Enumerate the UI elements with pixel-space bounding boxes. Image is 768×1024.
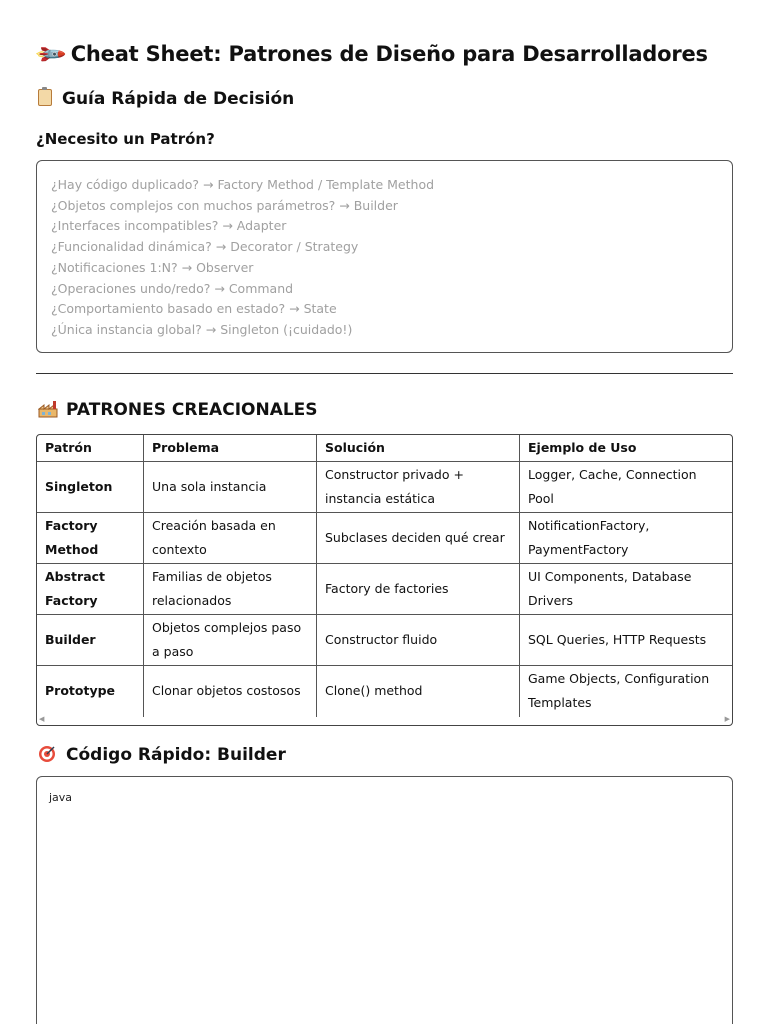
builder-code-block	[36, 776, 733, 1024]
decision-code-block	[36, 160, 733, 353]
decision-line: ¿Objetos complejos con muchos parámetros? → Builder	[51, 197, 398, 213]
table-cell: Factory de factories	[317, 564, 520, 615]
creational-patterns-heading-text: PATRONES CREACIONALES	[66, 400, 318, 420]
decision-line: ¿Única instancia global? → Singleton (¡cuidado!)	[51, 321, 353, 337]
column-header: Problema	[144, 435, 317, 462]
column-header: Ejemplo de Uso	[520, 435, 733, 462]
table-cell: UI Components, Database Drivers	[520, 564, 733, 615]
code-language-label: java	[49, 791, 73, 804]
table-cell: Subclases deciden qué crear	[317, 513, 520, 564]
table-row	[37, 666, 732, 717]
decision-line: ¿Funcionalidad dinámica? → Decorator / Strategy	[51, 239, 359, 255]
pattern-name-cell: Prototype	[37, 666, 144, 717]
table-cell: Objetos complejos paso a paso	[144, 615, 317, 666]
scroll-right-arrow-icon[interactable]: ▶	[724, 715, 730, 723]
target-icon	[38, 745, 56, 763]
table-cell: Familias de objetos relacionados	[144, 564, 317, 615]
quick-code-heading	[38, 745, 286, 765]
rocket-icon: 🚀	[33, 36, 68, 72]
table-cell: Creación basada en contexto	[144, 513, 317, 564]
page-title-text: Cheat Sheet: Patrones de Diseño para Desarrolladores	[70, 42, 708, 66]
section-divider	[36, 373, 733, 374]
decision-line: ¿Hay código duplicado? → Factory Method / Template Method	[51, 177, 435, 192]
page-title	[33, 36, 708, 72]
table-cell: Logger, Cache, Connection Pool	[520, 462, 733, 513]
need-pattern-heading: ¿Necesito un Patrón?	[36, 130, 215, 148]
decision-guide-heading-text: Guía Rápida de Decisión	[62, 89, 295, 109]
creational-patterns-heading	[38, 400, 318, 420]
column-header: Patrón	[37, 435, 144, 462]
decision-guide-heading	[38, 89, 294, 109]
table-cell: Game Objects, Configuration Templates	[528, 671, 710, 711]
table-cell: Una sola instancia	[144, 462, 317, 513]
table-row	[37, 564, 732, 615]
pattern-name-cell: Builder	[37, 615, 144, 666]
pattern-name-cell: Singleton	[37, 462, 144, 513]
table-cell: SQL Queries, HTTP Requests	[520, 615, 733, 666]
table-row	[37, 615, 732, 666]
table-row	[37, 513, 732, 564]
table-cell: Constructor privado + instancia estática	[317, 462, 520, 513]
table-cell: Clone() method	[317, 666, 520, 717]
creational-patterns-table	[37, 435, 732, 717]
decision-line: ¿Operaciones undo/redo? → Command	[51, 280, 294, 296]
table-cell: NotificationFactory, PaymentFactory	[520, 513, 733, 564]
creational-patterns-table-container[interactable]	[36, 434, 733, 726]
pattern-name-cell: Factory Method	[37, 513, 144, 564]
table-cell: Clonar objetos costosos	[144, 666, 317, 717]
table-header-row	[37, 435, 732, 462]
decision-line: ¿Comportamiento basado en estado? → State	[51, 301, 337, 317]
pattern-name-cell: Abstract Factory	[37, 564, 144, 615]
horizontal-scrollbar[interactable]	[37, 715, 732, 725]
column-header: Solución	[317, 435, 520, 462]
table-row	[37, 462, 732, 513]
decision-line: ¿Interfaces incompatibles? → Adapter	[51, 218, 287, 234]
quick-code-heading-text: Código Rápido: Builder	[66, 745, 286, 765]
table-cell: Constructor fluido	[317, 615, 520, 666]
factory-icon	[38, 400, 58, 418]
scroll-left-arrow-icon[interactable]: ◀	[39, 715, 45, 723]
clipboard-icon	[38, 89, 52, 106]
decision-line: ¿Notificaciones 1:N? → Observer	[51, 259, 254, 275]
